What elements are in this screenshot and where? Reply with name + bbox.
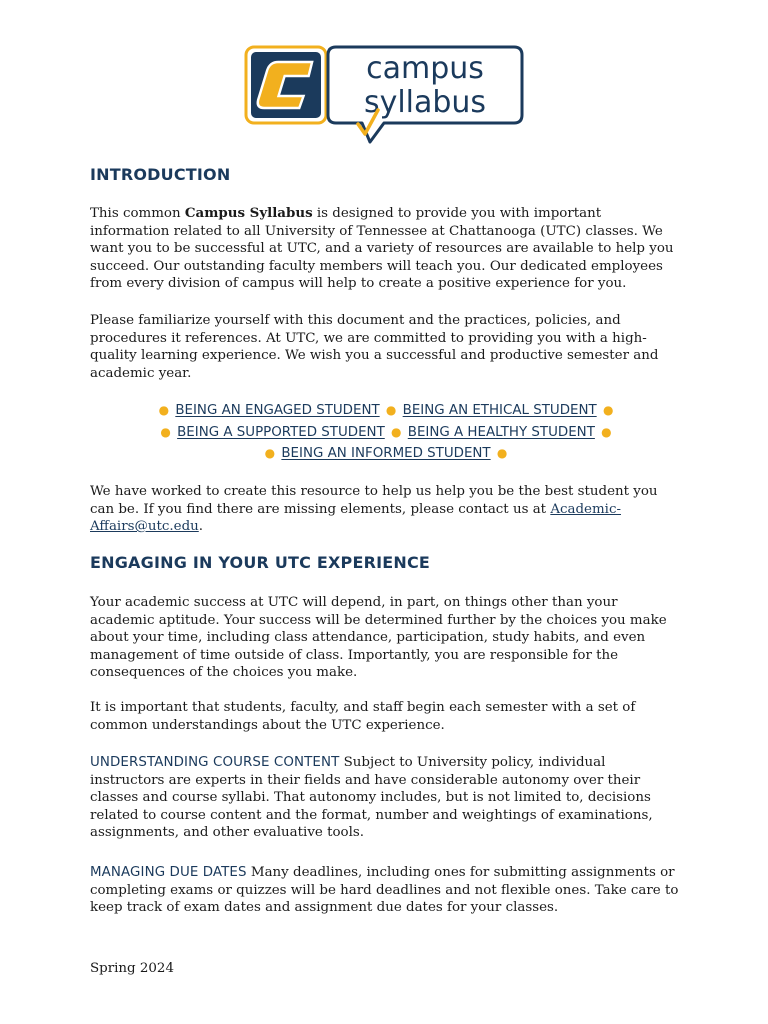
due-dates-label: MANAGING DUE DATES: [90, 865, 247, 880]
link-being-ethical[interactable]: BEING AN ETHICAL STUDENT: [402, 403, 597, 418]
due-dates-text: Many deadlines, including ones for submitting assignments or completing exams or quizzes will be hard deadlines and not flexible ones. Take care to keep track of exam dates and assignment due dates for your classes.: [90, 865, 679, 916]
contact-text: We have worked to create this resource to help us help you be the best student you can be. If you find there are missing elements, please contact us at: [90, 484, 658, 517]
intro-paragraph-2: Please familiarize yourself with this document and the practices, policies, and procedures it references. At UTC, we are committed to providing you with a high-quality learning experience. We wish you a successful and productive semester and academic year.: [90, 313, 659, 381]
nav-line-1: [90, 400, 682, 421]
bullet-icon: ●: [160, 425, 171, 439]
intro-heading: INTRODUCTION: [90, 165, 231, 184]
bullet-icon: ●: [264, 446, 276, 460]
engaging-paragraph-2: It is important that students, faculty, and staff begin each semester with a set of common understandings about the UTC experience.: [90, 700, 636, 733]
contact-paragraph: [90, 483, 682, 536]
course-content-label: UNDERSTANDING COURSE CONTENT: [90, 755, 340, 770]
intro-p1-rest: is designed to provide you with important information related to all University of Tennessee at Chattanooga (UTC) classes. We want you to be successful at UTC, and a variety of resources are available to help you succeed. Our outstanding faculty members will teach you. Our dedicated employees from every division of campus will help to create a positive experience for you.: [90, 206, 674, 292]
campus-syllabus-bold: Campus Syllabus: [184, 205, 313, 221]
course-content-text: Subject to University policy, individual instructors are experts in their fields and have considerable autonomy over their classes and course syllabi. That autonomy includes, but is not limited to, decisions related to course content and the format, number and weightings of examinations, assignments, and other evaluative tools.: [90, 755, 653, 841]
email-link[interactable]: Academic-Affairs@utc.edu: [90, 501, 621, 535]
engaging-paragraph-1: Your academic success at UTC will depend, in part, on things other than your academic aptitude. Your success will be determined further by the choices you make about your time, including class attendance, participation, study habits, and even management of time outside of class. Importantly, you are responsible for the consequences of the choices you make.: [90, 595, 667, 681]
nav-line-2: [90, 422, 682, 443]
link-being-supported[interactable]: BEING A SUPPORTED STUDENT: [177, 425, 385, 440]
logo-word-campus: campus: [366, 51, 484, 86]
nav-line-3: [90, 443, 682, 464]
footer-term: Spring 2024: [90, 961, 174, 976]
bullet-icon: ●: [391, 425, 402, 439]
intro-paragraph-1: [90, 205, 682, 293]
link-being-engaged[interactable]: BEING AN ENGAGED STUDENT: [175, 403, 380, 418]
course-content-paragraph: [90, 754, 682, 842]
link-being-informed[interactable]: BEING AN INFORMED STUDENT: [281, 446, 491, 461]
due-dates-paragraph: [90, 864, 682, 917]
intro-p1-lead: This common: [90, 206, 185, 221]
bullet-icon: ●: [496, 446, 508, 460]
contact-period: .: [198, 519, 204, 535]
link-being-healthy[interactable]: BEING A HEALTHY STUDENT: [407, 425, 595, 440]
bullet-icon: ●: [602, 403, 614, 417]
bullet-icon: ●: [385, 403, 397, 417]
bullet-icon: ●: [601, 425, 612, 439]
logo-word-syllabus: syllabus: [363, 85, 487, 120]
bullet-icon: ●: [158, 403, 170, 417]
campus-syllabus-logo: [244, 44, 524, 148]
engaging-heading: ENGAGING IN YOUR UTC EXPERIENCE: [90, 553, 431, 572]
